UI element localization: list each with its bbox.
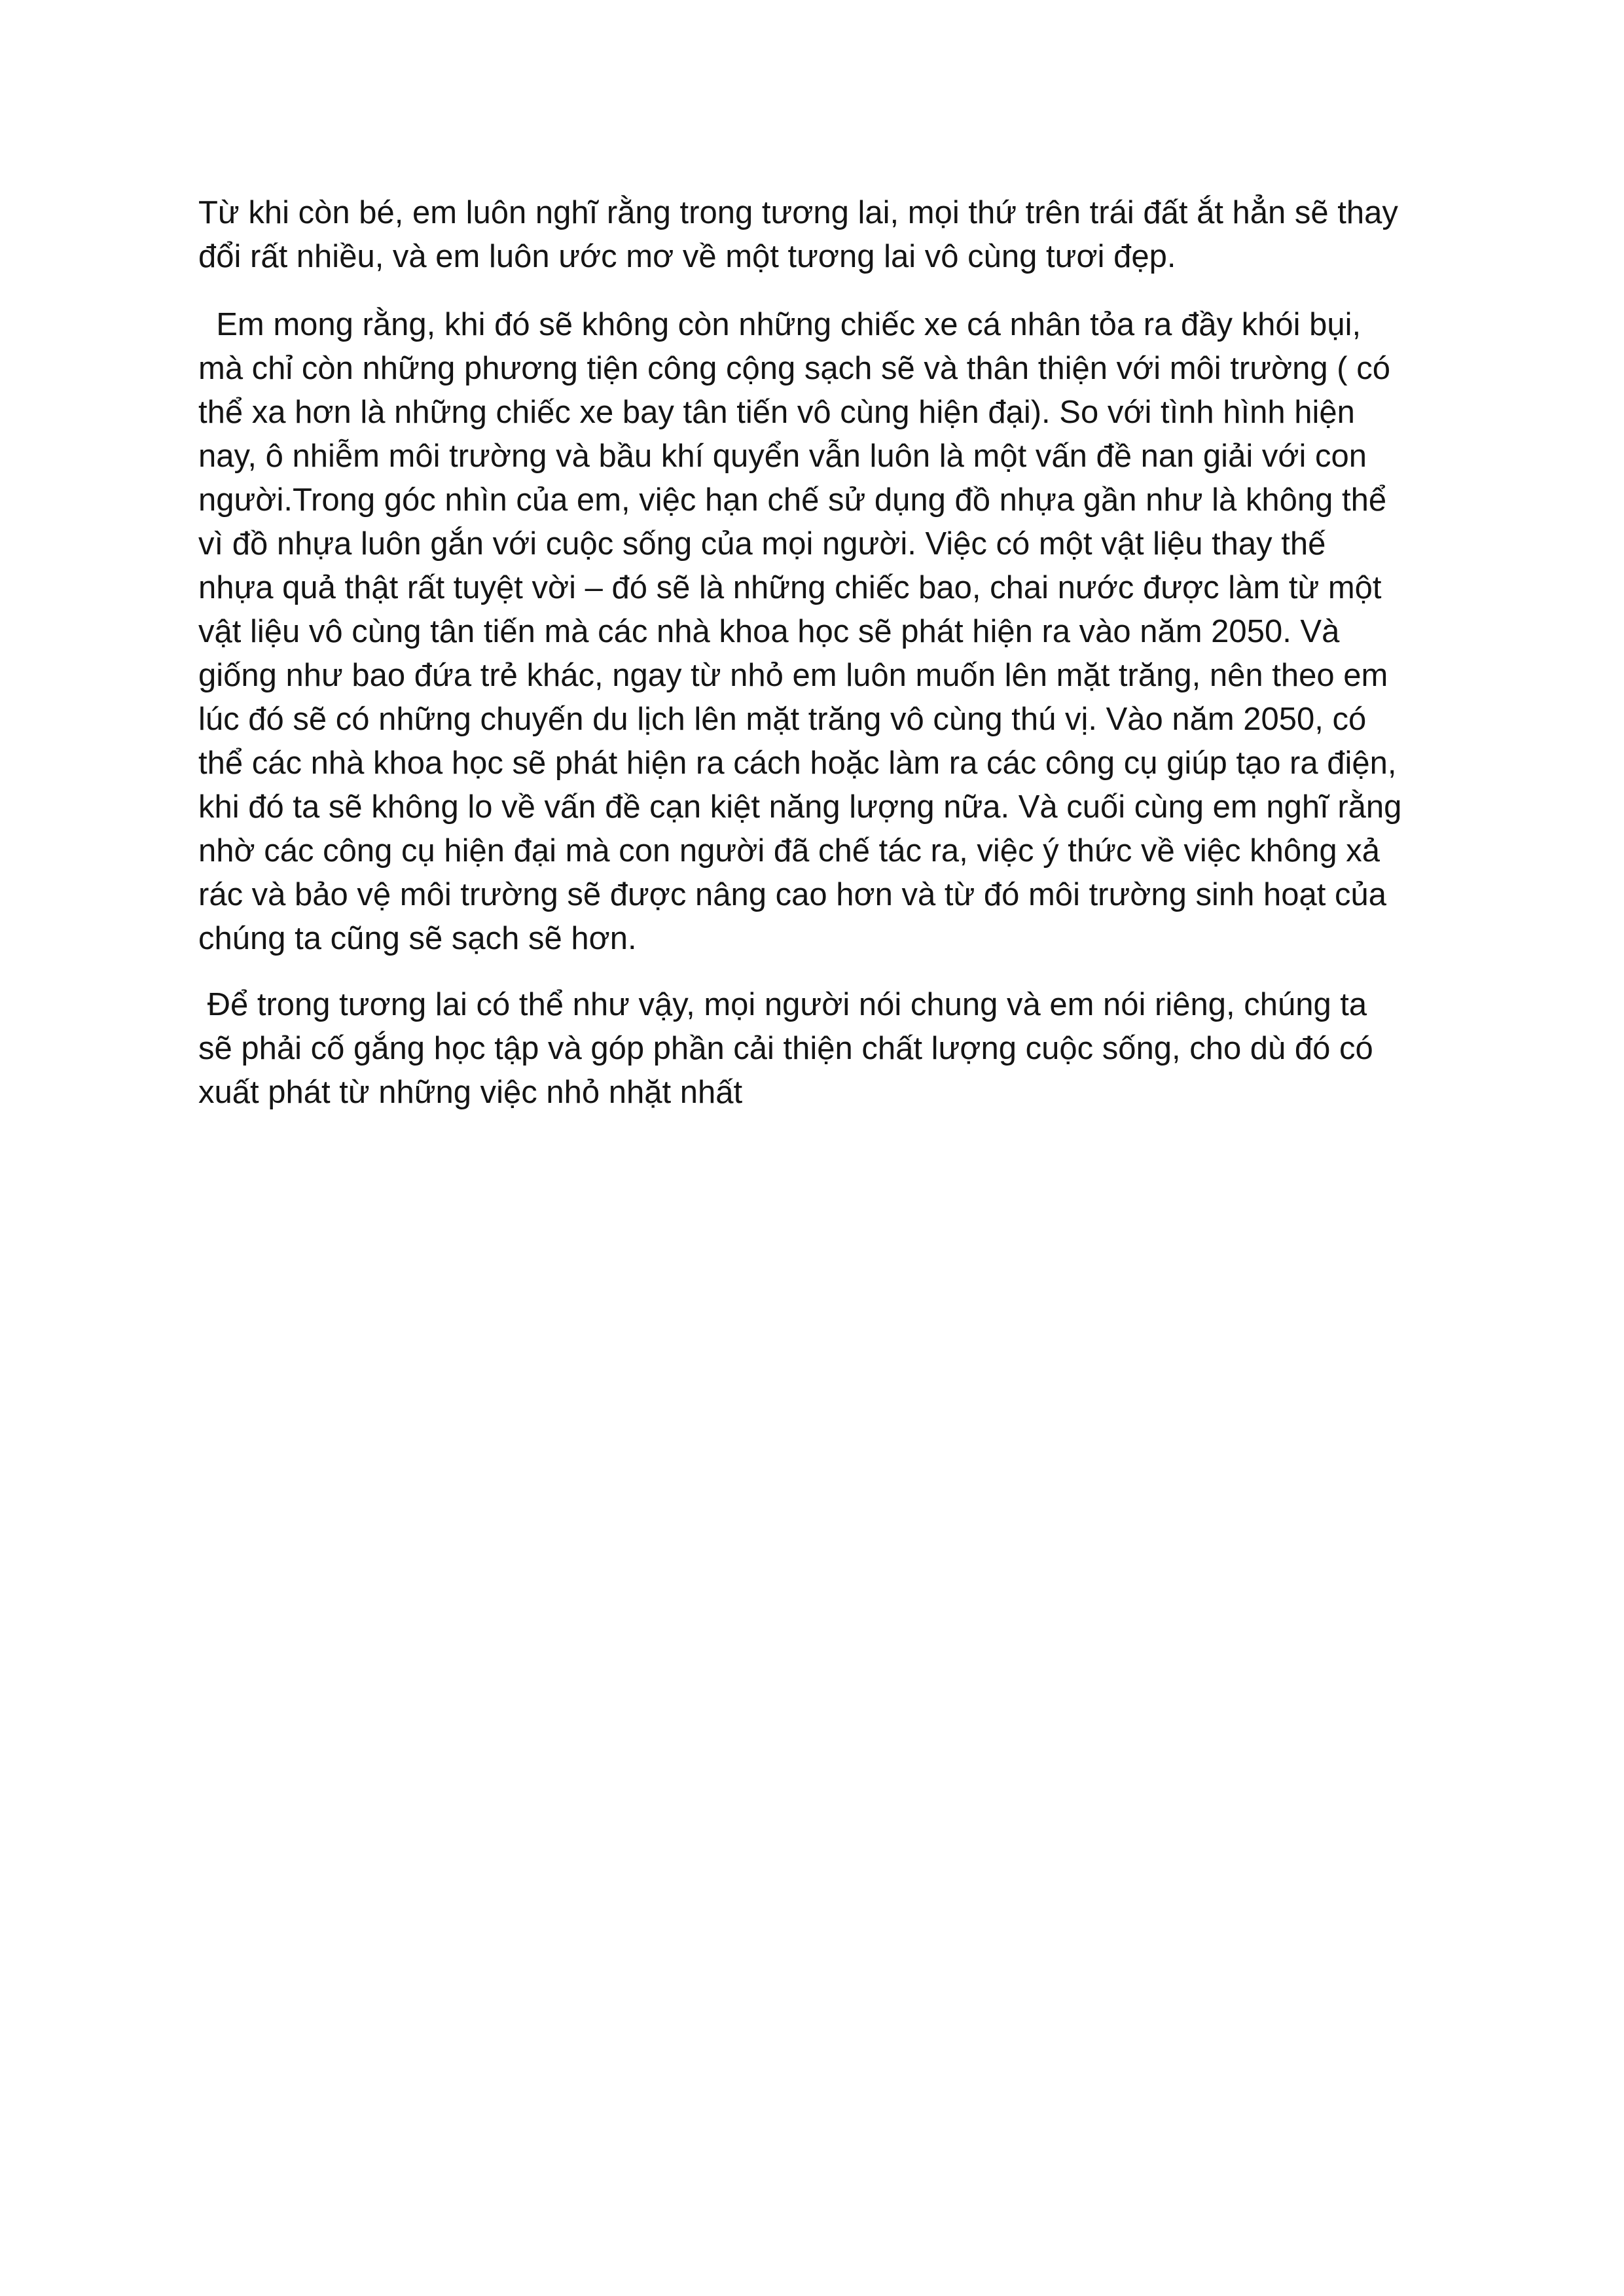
- text-line: người.Trong góc nhìn của em, việc hạn chế sử dụng đồ nhựa gần như là không thể: [198, 482, 1387, 518]
- text-line: vì đồ nhựa luôn gắn với cuộc sống của mọi người. Việc có một vật liệu thay thế: [198, 526, 1326, 562]
- document-body: [198, 191, 1442, 1115]
- text-line: thể các nhà khoa học sẽ phát hiện ra cách hoặc làm ra các công cụ giúp tạo ra điện,: [198, 745, 1397, 781]
- paragraph-1: [198, 191, 1442, 279]
- text-line: Từ khi còn bé, em luôn nghĩ rằng trong tương lai, mọi thứ trên trái đất ắt hẳn sẽ thay: [198, 195, 1398, 230]
- text-line: khi đó ta sẽ không lo về vấn đề cạn kiệt năng lượng nữa. Và cuối cùng em nghĩ rằng: [198, 789, 1402, 825]
- text-line: đổi rất nhiều, và em luôn ước mơ về một tương lai vô cùng tươi đẹp.: [198, 239, 1176, 274]
- text-line: thể xa hơn là những chiếc xe bay tân tiến vô cùng hiện đại). So với tình hình hiện: [198, 395, 1355, 430]
- text-line: vật liệu vô cùng tân tiến mà các nhà khoa học sẽ phát hiện ra vào năm 2050. Và: [198, 614, 1340, 649]
- text-line: mà chỉ còn những phương tiện công cộng sạch sẽ và thân thiện với môi trường ( có: [198, 351, 1390, 386]
- paragraph-3: [198, 983, 1442, 1115]
- text-line: Em mong rằng, khi đó sẽ không còn những chiếc xe cá nhân tỏa ra đầy khói bụi,: [198, 307, 1362, 342]
- paragraph-2: [198, 303, 1442, 961]
- text-line: Để trong tương lai có thể như vậy, mọi người nói chung và em nói riêng, chúng ta: [198, 987, 1367, 1022]
- text-line: xuất phát từ những việc nhỏ nhặt nhất: [198, 1075, 743, 1110]
- text-line: chúng ta cũng sẽ sạch sẽ hơn.: [198, 921, 637, 956]
- text-line: giống như bao đứa trẻ khác, ngay từ nhỏ em luôn muốn lên mặt trăng, nên theo em: [198, 658, 1388, 693]
- text-line: nay, ô nhiễm môi trường và bầu khí quyển vẫn luôn là một vấn đề nan giải với con: [198, 439, 1367, 474]
- text-line: nhờ các công cụ hiện đại mà con người đã chế tác ra, việc ý thức về việc không xả: [198, 833, 1380, 869]
- text-line: nhựa quả thật rất tuyệt vời – đó sẽ là những chiếc bao, chai nước được làm từ một: [198, 570, 1382, 605]
- text-line: sẽ phải cố gắng học tập và góp phần cải thiện chất lượng cuộc sống, cho dù đó có: [198, 1031, 1373, 1066]
- text-line: rác và bảo vệ môi trường sẽ được nâng cao hơn và từ đó môi trường sinh hoạt của: [198, 877, 1387, 912]
- text-line: lúc đó sẽ có những chuyến du lịch lên mặt trăng vô cùng thú vị. Vào năm 2050, có: [198, 702, 1367, 737]
